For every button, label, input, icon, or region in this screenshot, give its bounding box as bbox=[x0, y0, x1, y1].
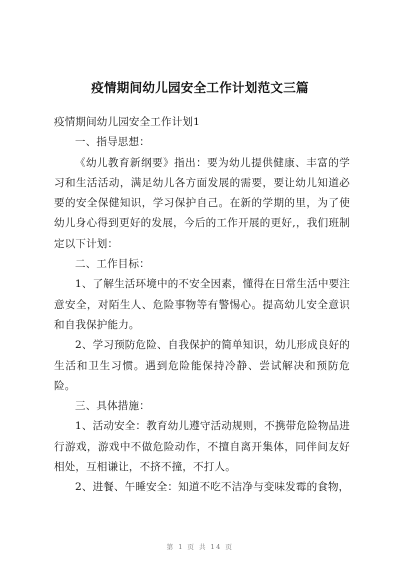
page-footer: 第 1 页 共 14 页 bbox=[166, 543, 234, 551]
paragraph-activity-safety: 1、活动安全：教育幼儿遵守活动规则，不携带危险物品进行游戏，游戏中不做危险动作，不擅自离开集体，同伴间友好相处，互相谦让，不挤不撞，不打人。 bbox=[54, 420, 350, 474]
heading-work-goals: 二、工作目标： bbox=[75, 258, 150, 271]
document-title: 疫情期间幼儿园安全工作计划范文三篇 bbox=[91, 80, 309, 95]
section-heading-plan-1: 疫情期间幼儿园安全工作计划1 bbox=[54, 116, 200, 128]
paragraph-meal-nap-safety: 2、进餐、午睡安全：知道不吃不洁净与变味发霉的食物， bbox=[75, 481, 350, 494]
document-body bbox=[54, 112, 350, 498]
heading-specific-measures: 三、具体措施： bbox=[75, 400, 150, 413]
paragraph-goal-1: 1、了解生活环境中的不安全因素，懂得在日常生活中要注意安全，对陌生人、危险事物等有警惕心。提高幼儿安全意识和自我保护能力。 bbox=[54, 278, 350, 331]
paragraph-goal-2: 2、学习预防危险、自我保护的简单知识，幼儿形成良好的生活和卫生习惯。遇到危险能保持冷静、尝试解决和预防危险。 bbox=[54, 339, 350, 392]
paragraph-guiding-ideology: 《幼儿教育新纲要》指出：要为幼儿提供健康、丰富的学习和生活活动，满足幼儿各方面发展的需要，要让幼儿知道必要的安全保健知识，学习保护自己。在新的学期的里，为了使幼儿身心得到更好的发展，今后的工作开展的更好,，我们班制定以下计划： bbox=[54, 156, 350, 250]
heading-guiding-ideology: 一、指导思想： bbox=[75, 136, 150, 149]
